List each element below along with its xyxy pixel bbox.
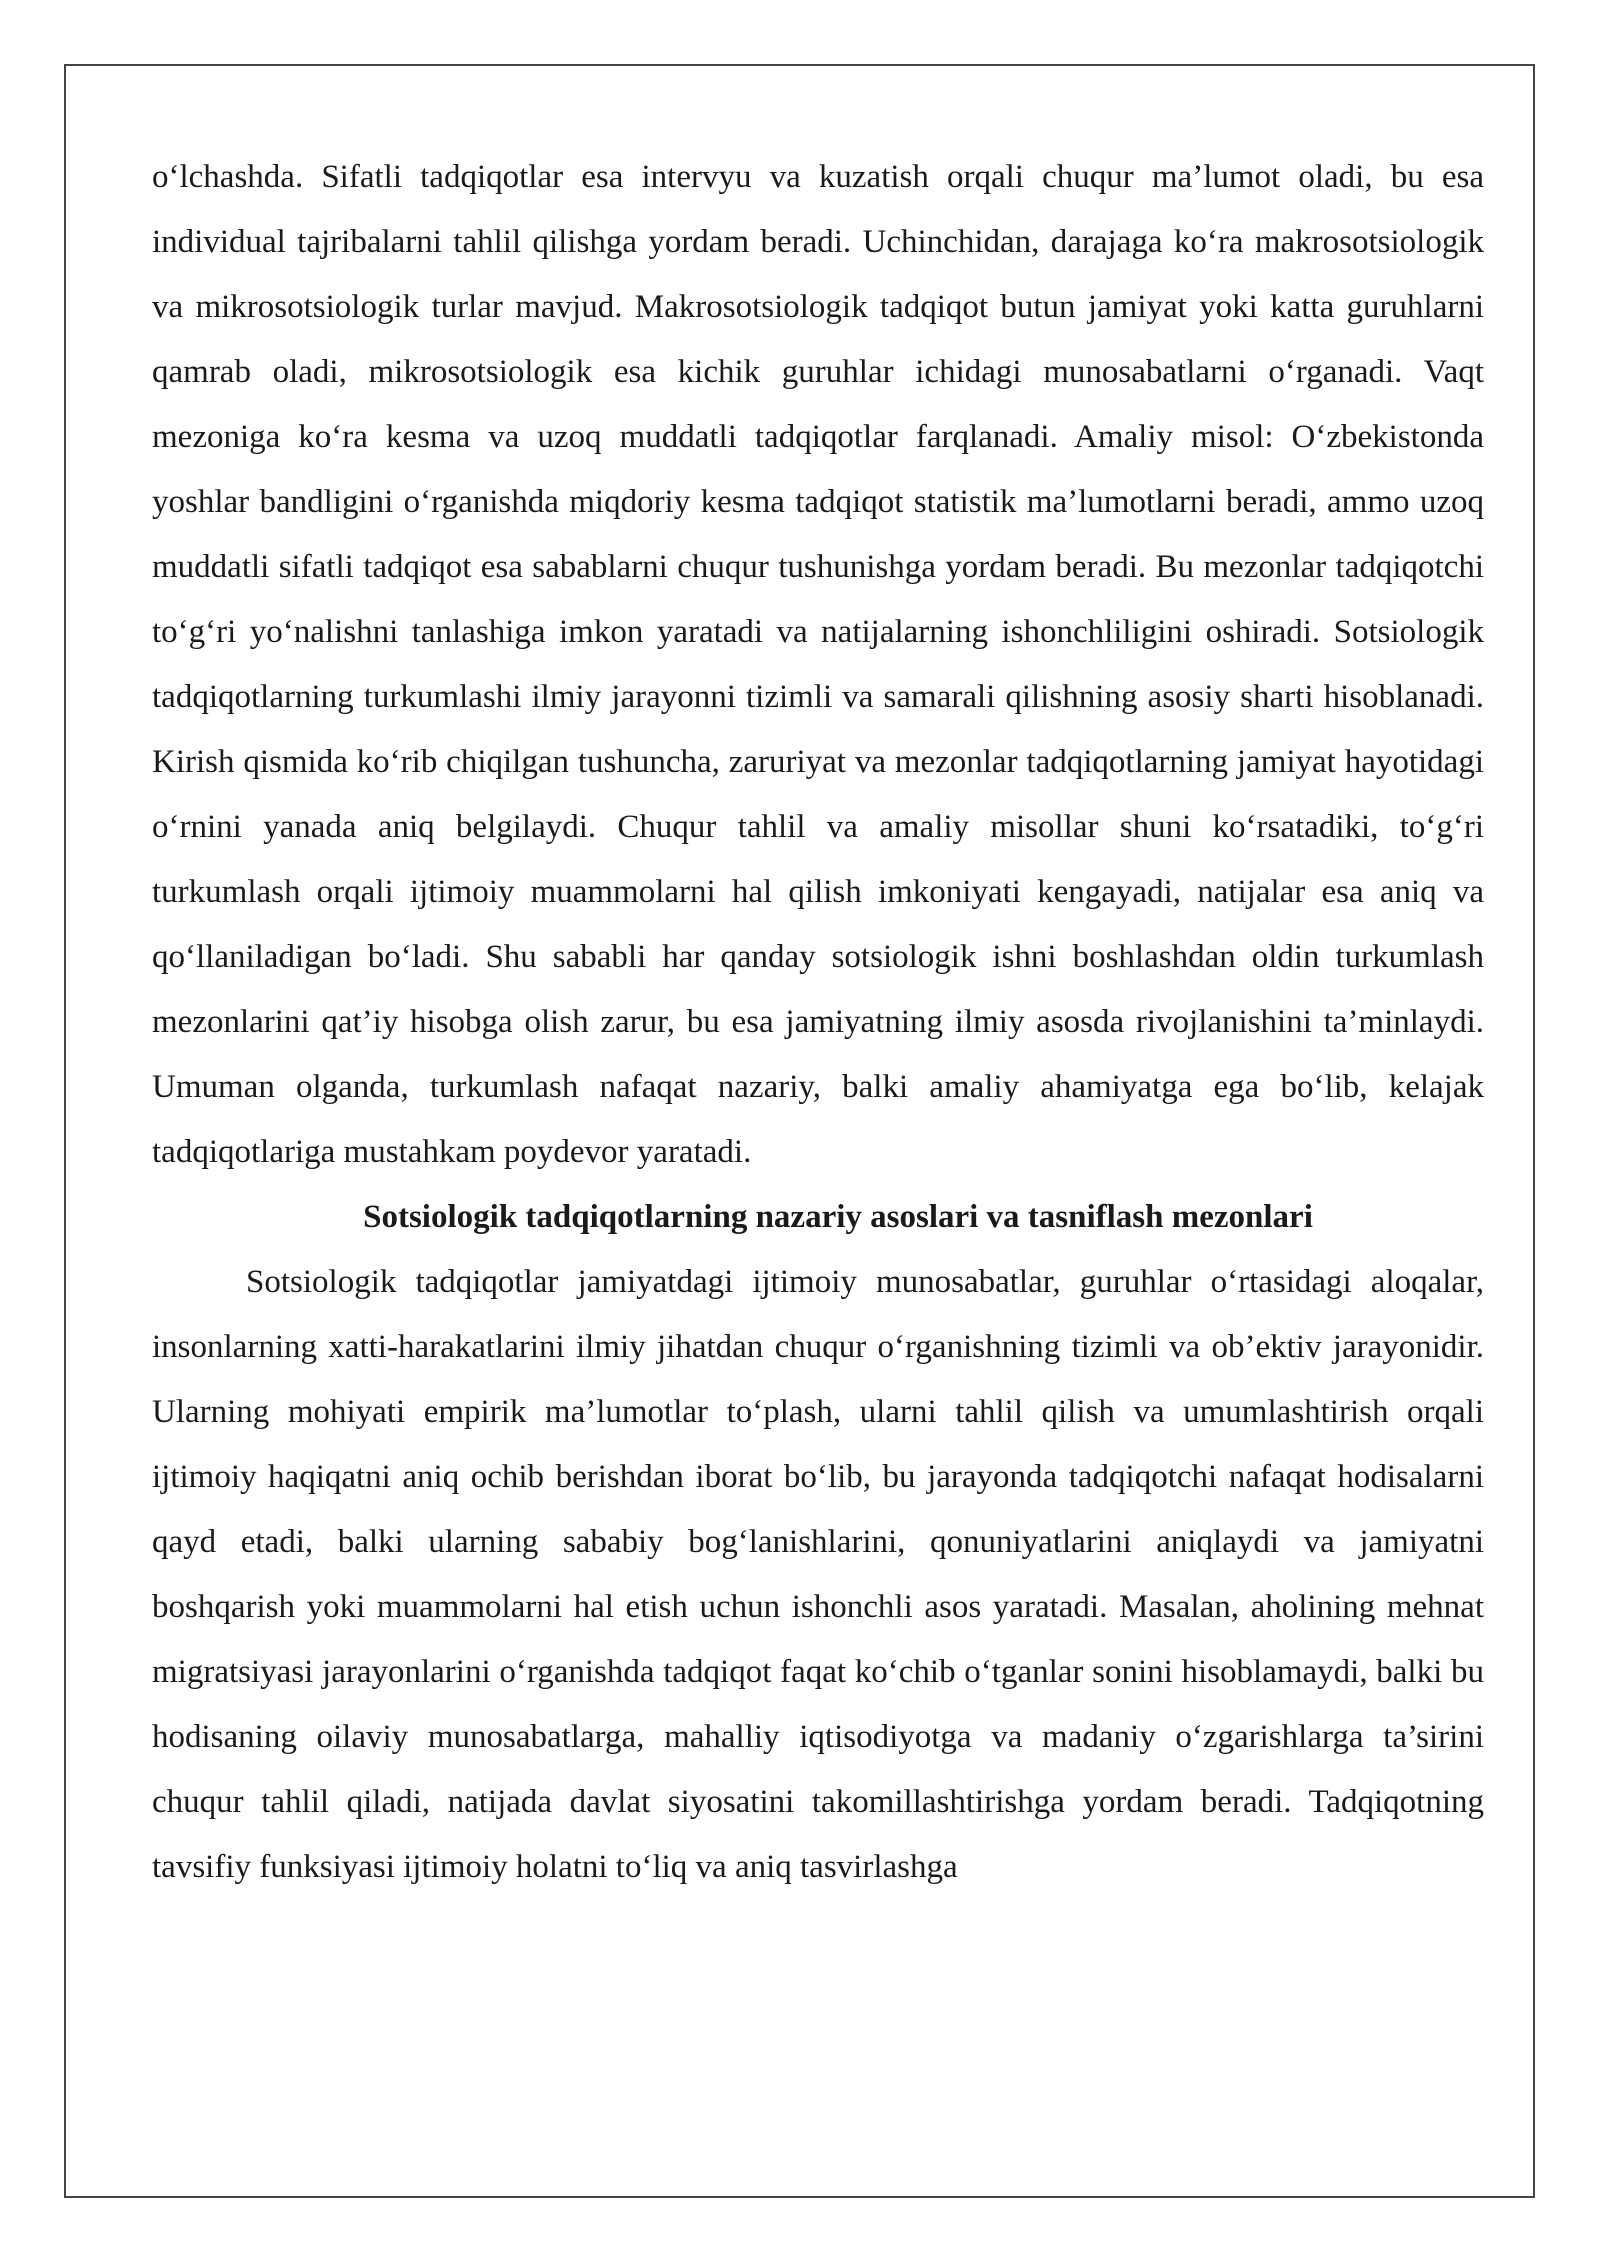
document-body [152,145,1484,1900]
body-paragraph: o‘lchashda. Sifatli tadqiqotlar esa intervyu va kuzatish orqali chuqur ma’lumot oladi, bu esa individual tajribalarni tahlil qilishga yordam beradi. Uchinchidan, darajaga ko‘ra makrosotsiologik va mikrosotsiologik turlar mavjud. Makrosotsiologik tadqiqot butun jamiyat yoki katta guruhlarni qamrab oladi, mikrosotsiologik esa kichik guruhlar ichidagi munosabatlarni o‘rganadi. Vaqt mezoniga ko‘ra kesma va uzoq muddatli tadqiqotlar farqlanadi. Amaliy misol: O‘zbekistonda yoshlar bandligini o‘rganishda miqdoriy kesma tadqiqot statistik ma’lumotlarni beradi, ammo uzoq muddatli sifatli tadqiqot esa sabablarni chuqur tushunishga yordam beradi. Bu mezonlar tadqiqotchi to‘g‘ri yo‘nalishni tanlashiga imkon yaratadi va natijalarning ishonchliligini oshiradi. Sotsiologik tadqiqotlarning turkumlashi ilmiy jarayonni tizimli va samarali qilishning asosiy sharti hisoblanadi. Kirish qismida ko‘rib chiqilgan tushuncha, zaruriyat va mezonlar tadqiqotlarning jamiyat hayotidagi o‘rnini yanada aniq belgilaydi. Chuqur tahlil va amaliy misollar shuni ko‘rsatadiki, to‘g‘ri turkumlash orqali ijtimoiy muammolarni hal qilish imkoniyati kengayadi, natijalar esa aniq va qo‘llaniladigan bo‘ladi. Shu sababli har qanday sotsiologik ishni boshlashdan oldin turkumlash mezonlarini qat’iy hisobga olish zarur, bu esa jamiyatning ilmiy asosda rivojlanishini ta’minlaydi. Umuman olganda, turkumlash nafaqat nazariy, balki amaliy ahamiyatga ega bo‘lib, kelajak tadqiqotlariga mustahkam poydevor yaratadi. [152,159,1484,1170]
body-paragraph: Sotsiologik tadqiqotlar jamiyatdagi ijtimoiy munosabatlar, guruhlar o‘rtasidagi aloqalar, insonlarning xatti-harakatlarini ilmiy jihatdan chuqur o‘rganishning tizimli va ob’ektiv jarayonidir. Ularning mohiyati empirik ma’lumotlar to‘plash, ularni tahlil qilish va umumlashtirish orqali ijtimoiy haqiqatni aniq ochib berishdan iborat bo‘lib, bu jarayonda tadqiqotchi nafaqat hodisalarni qayd etadi, balki ularning sababiy bog‘lanishlarini, qonuniyatlarini aniqlaydi va jamiyatni boshqarish yoki muammolarni hal etish uchun ishonchli asos yaratadi. Masalan, aholining mehnat migratsiyasi jarayonlarini o‘rganishda tadqiqot faqat ko‘chib o‘tganlar sonini hisoblamaydi, balki bu hodisaning oilaviy munosabatlarga, mahalliy iqtisodiyotga va madaniy o‘zgarishlarga ta’sirini chuqur tahlil qiladi, natijada davlat siyosatini takomillashtirishga yordam beradi. Tadqiqotning tavsifiy funksiyasi ijtimoiy holatni to‘liq va aniq tasvirlashga [152,1264,1484,1885]
section-heading: Sotsiologik tadqiqotlarning nazariy asoslari va tasniflash mezonlari [363,1199,1313,1235]
